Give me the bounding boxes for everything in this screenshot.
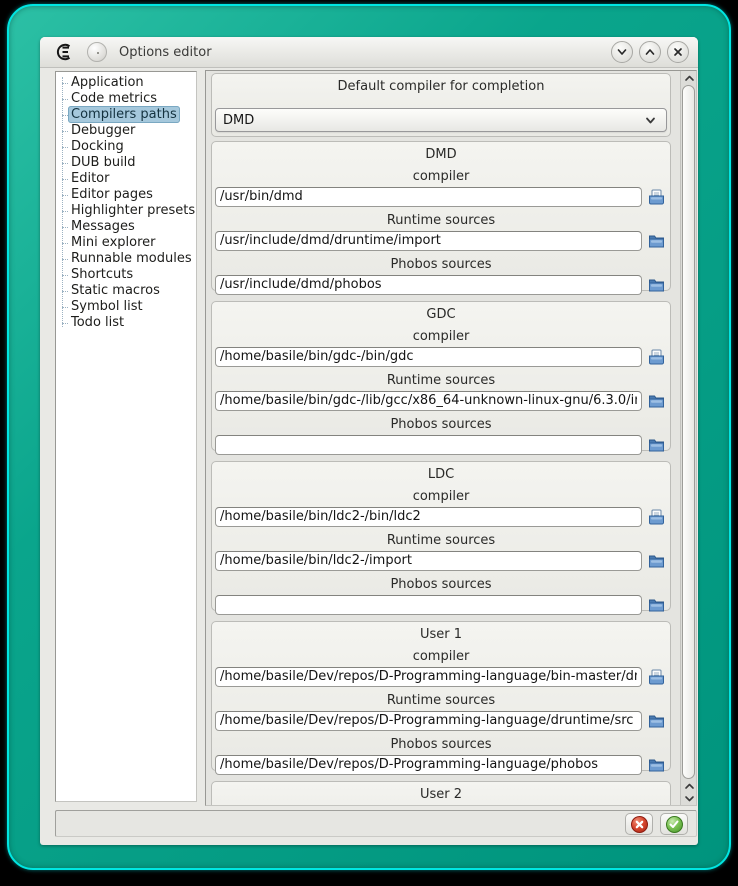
dmd-runtime-sources-input[interactable]	[215, 231, 642, 251]
sidebar-item-docking[interactable]: Docking	[56, 139, 196, 155]
sidebar-item-static-macros[interactable]: Static macros	[56, 283, 196, 299]
check-circle-icon	[666, 816, 683, 833]
browse-file-button[interactable]	[647, 667, 666, 686]
maximize-button[interactable]	[639, 41, 661, 63]
chevron-up-icon	[684, 782, 695, 791]
browse-file-button[interactable]	[647, 347, 666, 366]
sidebar-item-compilers-paths[interactable]: Compilers paths	[56, 107, 196, 123]
user1-phobos-sources-input[interactable]	[215, 755, 642, 775]
browse-folder-button[interactable]	[647, 711, 666, 730]
default-compiler-group	[211, 73, 671, 137]
chevron-down-icon	[684, 794, 695, 803]
field-label: Phobos sources	[390, 577, 492, 592]
footer-buttons	[625, 813, 688, 835]
gdc-compiler-input[interactable]	[215, 347, 642, 367]
field-label: Phobos sources	[390, 257, 492, 272]
cancel-button[interactable]	[625, 813, 653, 835]
scroll-up-button[interactable]	[681, 72, 697, 84]
browse-folder-button[interactable]	[647, 551, 666, 570]
field-label: Phobos sources	[390, 737, 492, 752]
chevron-up-icon	[644, 46, 656, 58]
minimize-button[interactable]	[611, 41, 633, 63]
browse-folder-button[interactable]	[647, 391, 666, 410]
sidebar-item-todo-list[interactable]: Todo list	[56, 315, 196, 331]
user1-compiler-input[interactable]	[215, 667, 642, 687]
folder-icon	[648, 277, 665, 293]
browse-folder-button[interactable]	[647, 755, 666, 774]
field-row	[212, 230, 670, 251]
compiler-group-user1	[211, 621, 671, 771]
folder-icon	[648, 713, 665, 729]
scrollbar-thumb[interactable]	[682, 85, 695, 779]
field-label: Phobos sources	[390, 417, 492, 432]
field-label: Runtime sources	[386, 213, 496, 228]
sidebar-item-shortcuts[interactable]: Shortcuts	[56, 267, 196, 283]
field-row	[212, 594, 670, 615]
compilers-paths-panel	[205, 70, 697, 806]
folder-icon	[648, 757, 665, 773]
compiler-group-user2	[211, 781, 671, 806]
sidebar-item-runnable-modules[interactable]: Runnable modules	[56, 251, 196, 267]
sidebar-item-editor-pages[interactable]: Editor pages	[56, 187, 196, 203]
default-compiler-select[interactable]	[215, 108, 667, 132]
sidebar-item-dub-build[interactable]: DUB build	[56, 155, 196, 171]
chevron-up-icon	[684, 74, 695, 83]
window-title: Options editor	[119, 44, 212, 60]
file-open-icon	[648, 189, 665, 205]
window-menu-button[interactable]	[87, 42, 107, 62]
folder-icon	[648, 437, 665, 453]
main-scrollbar[interactable]	[680, 71, 696, 805]
folder-icon	[648, 233, 665, 249]
sidebar-item-messages[interactable]: Messages	[56, 219, 196, 235]
scroll-up-button[interactable]	[681, 780, 697, 792]
field-row	[212, 506, 670, 527]
sidebar-item-editor[interactable]: Editor	[56, 171, 196, 187]
browse-file-button[interactable]	[647, 187, 666, 206]
ldc-phobos-sources-input[interactable]	[215, 595, 642, 615]
folder-icon	[648, 597, 665, 613]
field-label: Runtime sources	[386, 533, 496, 548]
file-open-icon	[648, 669, 665, 685]
gdc-phobos-sources-input[interactable]	[215, 435, 642, 455]
compiler-group-dmd	[211, 141, 671, 291]
sidebar-item-application[interactable]: Application	[56, 75, 196, 91]
title-bar[interactable]	[40, 37, 698, 68]
browse-folder-button[interactable]	[647, 275, 666, 294]
ldc-compiler-input[interactable]	[215, 507, 642, 527]
field-label: compiler	[412, 489, 470, 504]
compiler-group-ldc	[211, 461, 671, 611]
dmd-compiler-input[interactable]	[215, 187, 642, 207]
close-button[interactable]	[667, 41, 689, 63]
footer-bar	[55, 810, 697, 837]
browse-folder-button[interactable]	[647, 231, 666, 250]
window-controls	[611, 41, 689, 63]
folder-icon	[648, 553, 665, 569]
sidebar-item-debugger[interactable]: Debugger	[56, 123, 196, 139]
coedit-logo-icon	[54, 42, 74, 62]
sidebar-item-mini-explorer[interactable]: Mini explorer	[56, 235, 196, 251]
category-sidebar	[55, 71, 197, 802]
field-row	[212, 666, 670, 687]
field-label: Runtime sources	[386, 373, 496, 388]
ldc-runtime-sources-input[interactable]	[215, 551, 642, 571]
browse-folder-button[interactable]	[647, 595, 666, 614]
chevron-down-icon	[644, 114, 657, 127]
field-row	[212, 346, 670, 367]
compiler-group-gdc	[211, 301, 671, 451]
group-title: LDC	[427, 467, 455, 482]
scroll-down-button[interactable]	[681, 792, 697, 804]
close-icon	[672, 46, 684, 58]
field-row	[212, 550, 670, 571]
file-open-icon	[648, 349, 665, 365]
combo-selected-value: DMD	[223, 112, 255, 128]
field-row	[212, 754, 670, 775]
category-tree	[56, 72, 196, 331]
field-row	[212, 710, 670, 731]
chevron-down-icon	[616, 46, 628, 58]
sidebar-item-symbol-list[interactable]: Symbol list	[56, 299, 196, 315]
accept-button[interactable]	[660, 813, 688, 835]
field-row	[212, 390, 670, 411]
browse-folder-button[interactable]	[647, 435, 666, 454]
group-title: User 1	[419, 627, 463, 642]
field-label: compiler	[412, 649, 470, 664]
group-title: DMD	[425, 147, 457, 162]
file-open-icon	[648, 509, 665, 525]
user1-runtime-sources-input[interactable]	[215, 711, 642, 731]
field-label: Runtime sources	[386, 693, 496, 708]
folder-icon	[648, 393, 665, 409]
field-row	[212, 186, 670, 207]
x-circle-icon	[631, 816, 648, 833]
group-title: User 2	[419, 787, 463, 802]
field-row	[212, 274, 670, 295]
field-label: compiler	[412, 169, 470, 184]
gdc-runtime-sources-input[interactable]	[215, 391, 642, 411]
dmd-phobos-sources-input[interactable]	[215, 275, 642, 295]
sidebar-item-highlighter-presets[interactable]: Highlighter presets	[56, 203, 196, 219]
group-title: GDC	[426, 307, 456, 322]
browse-file-button[interactable]	[647, 507, 666, 526]
sidebar-item-code-metrics[interactable]: Code metrics	[56, 91, 196, 107]
group-title: Default compiler for completion	[337, 79, 545, 94]
field-row	[212, 434, 670, 455]
field-label: compiler	[412, 329, 470, 344]
